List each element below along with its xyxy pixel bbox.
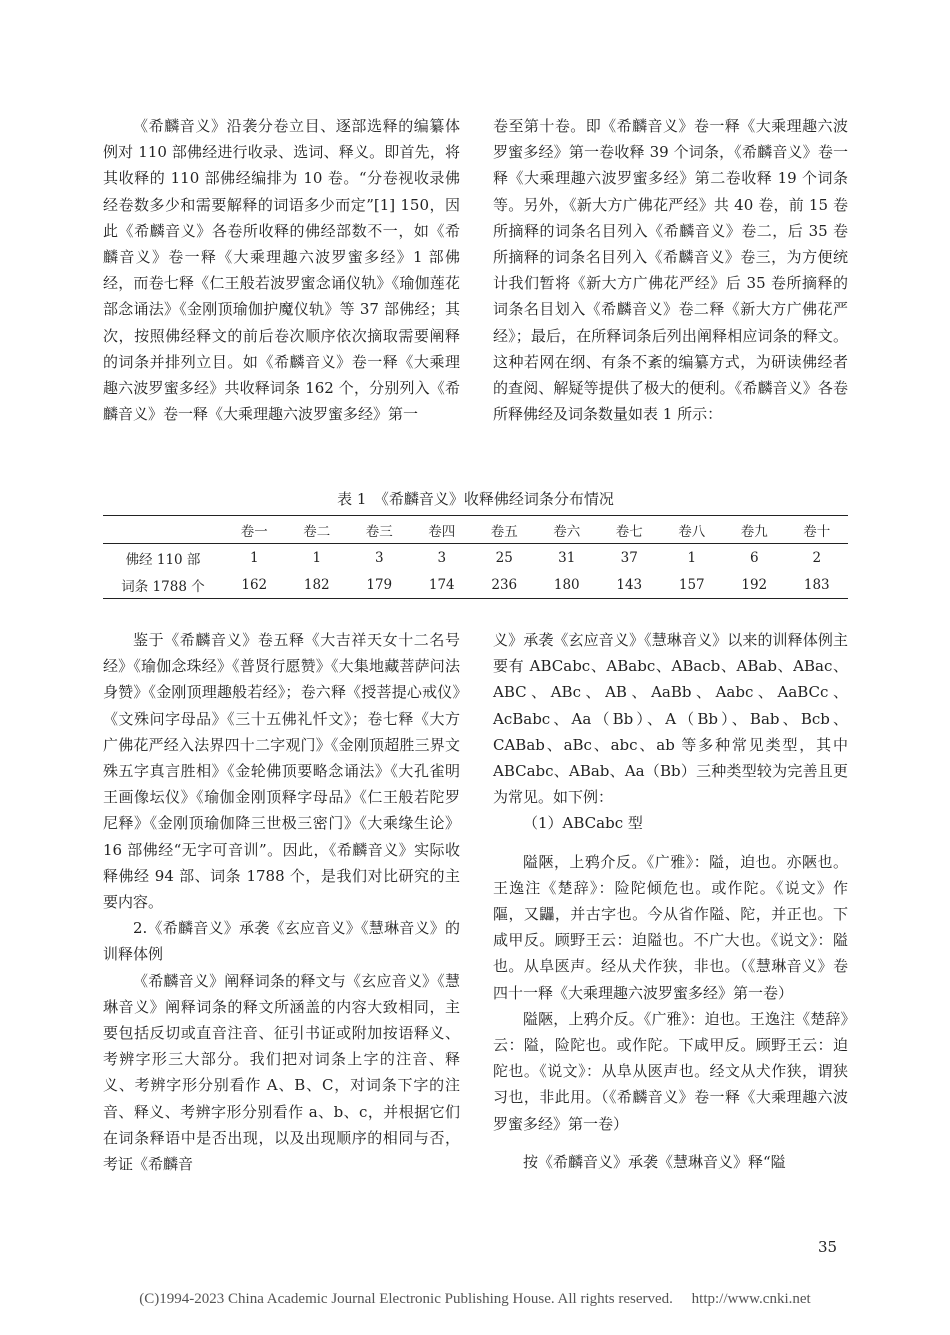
table-column-header: 卷十 [803,523,831,540]
table-row-label: 词条 1788 个 [121,578,205,595]
paragraph: 鉴于《希麟音义》卷五释《大吉祥天女十二名号经》《瑜伽念珠经》《普贤行愿赞》《大集地藏菩萨问法身赞》《金刚顶理趣般若经》；卷六释《授菩提心戒仪》《文殊问字母品》《三十五佛礼忏文》；卷七释《大方广佛花严经入法界四十二字观门》《金刚顶超胜三界文殊五字真言胜相》《金轮佛顶要略念诵法》《大孔雀明王画像坛仪》《瑜伽金刚顶释字母品》《仁王般若陀罗尼释》《金刚顶瑜伽降三世极三密门》《大乘缘生论》16 部佛经“无字可音训”。因此，《希麟音义》实际收释佛经 94 部、词条 1788 个，是我们对比研究的主要内容。 [103,631,460,912]
table-column-header: 卷六 [553,523,581,540]
table-corner-cell [103,516,223,544]
paragraph: 卷至第十卷。即《希麟音义》卷一释《大乘理趣六波罗蜜多经》第一卷收释 39 个词条，《希麟音义》卷一释《大乘理趣六波罗蜜多经》第二卷收释 19 个词条等。另外，《新大方广佛花严经》共 40 卷，前 15 卷所摘释的词条名目列入《希麟音义》卷二，后 35 卷所摘释的词条名目列入《希麟音义》卷三，为方便统计我们暂将《新大方广佛花严经》后 35 卷所摘释的词条名目划入《希麟音义》卷二释《新大方广佛花严经》；最后，在所释词条后列出阐释相应词条的释文。这种若网在纲、有条不紊的编纂方式，为研读佛经者的查阅、解疑等提供了极大的便利。《希麟音义》各卷所释佛经及词条数量如表 1 所示： [493,117,848,424]
table-header-row [103,516,848,544]
table-row-entries [103,571,848,599]
table-cell: 31 [558,549,576,566]
table-cell: 180 [553,576,580,593]
table-cell: 1 [687,549,697,566]
table-column-header: 卷五 [490,523,518,540]
table-cell: 37 [620,549,638,566]
table-row-sutras [103,544,848,572]
table-cell: 3 [374,549,384,566]
table-column-header: 卷四 [428,523,456,540]
table-cell: 192 [741,576,768,593]
table-column-header: 卷二 [303,523,331,540]
table-cell: 1 [312,549,322,566]
example-type-heading: （1）ABCabc 型 [523,814,643,833]
table-cell: 3 [437,549,447,566]
table-column-header: 卷一 [240,523,268,540]
page-number: 35 [818,1238,838,1256]
text-column-top-right [493,113,848,427]
example-quote: 隘陿，上鸦介反。《广雅》：隘，迫也。亦陿也。王逸注《楚辞》：险陀倾危也。或作陀。《说文》作䧢，又鼺，并古字也。今从省作隘、陀，并正也。下咸甲反。顾野王云：迫隘也。不广大也。《说文》：隘也。从阜匧声。经从犬作狭，非也。（《慧琳音义》卷四十一释《大乘理趣六波罗蜜多经》第一卷） [493,852,848,1002]
table-cell: 2 [812,549,822,566]
table-cell: 6 [749,549,759,566]
table-cell: 236 [491,576,518,593]
paragraph: 按《希麟音义》承袭《慧琳音义》释“隘 [523,1152,786,1171]
table-column-header: 卷七 [615,523,643,540]
distribution-table [103,515,848,599]
table-cell: 25 [495,549,513,566]
table-cell: 162 [241,576,268,593]
table-cell: 179 [366,576,393,593]
table-column-header: 卷三 [365,523,393,540]
table-cell: 183 [803,576,830,593]
table-cell: 174 [428,576,455,593]
table-row-label: 佛经 110 部 [125,551,201,568]
text-column-top-left [103,113,460,427]
table-column-header: 卷九 [740,523,768,540]
table-cell: 1 [249,549,259,566]
table-column-header: 卷八 [678,523,706,540]
table-caption: 表 1 《希麟音义》收释佛经词条分布情况 [337,490,614,508]
table-cell: 182 [303,576,330,593]
copyright-footer: (C)1994-2023 China Academic Journal Electronic Publishing House. All rights reserved. http://www.cnki.net [139,1291,811,1307]
table-cell: 157 [678,576,705,593]
section-heading: 2.《希麟音义》承袭《玄应音义》《慧琳音义》的训释体例 [103,919,460,964]
paragraph: 义》承袭《玄应音义》《慧琳音义》以来的训释体例主要有 ABCabc、ABabc、ABacb、ABab、ABac、ABC、ABc、AB、AaBb、Aabc、AaBCc、AcBabc、Aa（Bb）、A（Bb）、Bab、Bcb、CABab、aBc、abc、ab 等多种常见类型，其中 ABCabc、ABab、Aa（Bb）三种类型较为完善且更为常见。如下例： [493,631,848,807]
text-column-bottom-left [103,627,460,1177]
table-cell: 143 [616,576,643,593]
paragraph: 《希麟音义》沿袭分卷立目、逐部选释的编纂体例对 110 部佛经进行收录、选词、释义。即首先，将其收释的 110 部佛经编排为 10 卷。“分卷视收录佛经卷数多少和需要解释的词语多少而定”[1] 150，因此《希麟音义》各卷所收释的佛经部数不一，如《希麟音义》卷一释《大乘理趣六波罗蜜多经》1 部佛经，而卷七释《仁王般若波罗蜜念诵仪轨》《瑜伽莲花部念诵法》《金刚顶瑜伽护魔仪轨》等 37 部佛经；其次，按照佛经释文的前后卷次顺序依次摘取需要阐释的词条并排列立目。如《希麟音义》卷一释《大乘理趣六波罗蜜多经》共收释词条 162 个，分别列入《希麟音义》卷一释《大乘理趣六波罗蜜多经》第一 [103,117,460,424]
paragraph: 《希麟音义》阐释词条的释文与《玄应音义》《慧琳音义》阐释词条的释文所涵盖的内容大致相同，主要包括反切或直音注音、征引书证或附加按语释义、考辨字形三大部分。我们把对词条上字的注音、释义、考辨字形分别看作 A、B、C，对词条下字的注音、释义、考辨字形分别看作 a、b、c，并根据它们在词条释语中是否出现，以及出现顺序的相同与否，考证《希麟音 [103,971,460,1174]
example-quote: 隘陿，上鸦介反。《广雅》：迫也。王逸注《楚辞》云：隘，险陀也。或作陀。下咸甲反。顾野王云：迫陀也。《说文》：从阜从匧声也。经文从犬作狭，谓狭习也，非此用。（《希麟音义》卷一释《大乘理趣六波罗蜜多经》第一卷） [493,1009,848,1133]
text-column-bottom-right [493,627,848,1175]
